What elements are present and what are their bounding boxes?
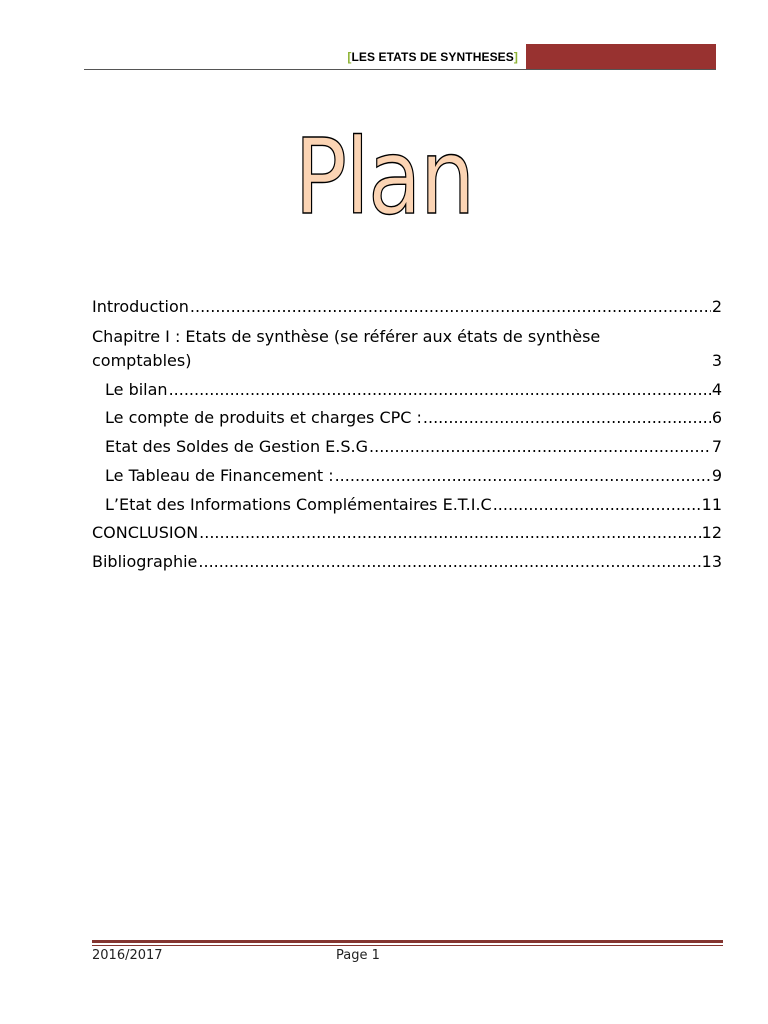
toc-entry-introduction[interactable] bbox=[92, 293, 722, 322]
toc-entry-financement[interactable] bbox=[92, 462, 722, 491]
toc-label: Le compte de produits et charges CPC : bbox=[105, 408, 422, 428]
table-of-contents bbox=[92, 293, 722, 577]
header-bracket-open: [ bbox=[347, 50, 352, 64]
toc-label: Le Tableau de Financement : bbox=[105, 465, 334, 485]
toc-label: Le bilan bbox=[105, 379, 168, 399]
toc-label: CONCLUSION bbox=[92, 523, 199, 543]
toc-page-number: 11 bbox=[701, 494, 722, 514]
page-header bbox=[84, 44, 716, 70]
toc-page-number: 2 bbox=[711, 297, 722, 316]
toc-label: Etat des Soldes de Gestion E.S.G bbox=[105, 437, 369, 457]
toc-page-number: 3 bbox=[711, 350, 722, 370]
toc-label: L’Etat des Informations Complémentaires E.T.I.C bbox=[105, 494, 492, 514]
footer-rule bbox=[92, 940, 723, 946]
toc-page-number: 7 bbox=[711, 437, 722, 457]
toc-page-number: 13 bbox=[701, 551, 722, 571]
toc-label: Introduction bbox=[92, 297, 189, 316]
toc-leader-dots bbox=[369, 433, 711, 462]
toc-entry-etic[interactable] bbox=[92, 491, 722, 520]
toc-page-number: 6 bbox=[711, 408, 722, 428]
header-bracket-close: ] bbox=[513, 50, 518, 64]
toc-entry-esg[interactable] bbox=[92, 433, 722, 462]
toc-entry-bilan[interactable] bbox=[92, 376, 722, 405]
toc-page-number: 9 bbox=[711, 465, 722, 485]
header-title-text: LES ETATS DE SYNTHESES bbox=[351, 50, 514, 64]
footer-page-number: Page 1 bbox=[336, 948, 380, 963]
toc-label-line1: Chapitre I : Etats de synthèse (se référer aux états de synthèse bbox=[92, 326, 601, 346]
toc-entry-cpc[interactable] bbox=[92, 404, 722, 433]
toc-page-number: 12 bbox=[701, 523, 722, 543]
toc-label: Bibliographie bbox=[92, 551, 198, 571]
toc-label-line2: comptables) bbox=[92, 350, 192, 370]
toc-page-number: 4 bbox=[711, 379, 722, 399]
header-title bbox=[347, 50, 518, 64]
toc-leader-dots bbox=[169, 376, 711, 405]
toc-leader-dots bbox=[190, 293, 711, 322]
toc-leader-dots bbox=[493, 491, 701, 520]
toc-entry-bibliographie[interactable] bbox=[92, 548, 722, 577]
plan-title: Plan bbox=[294, 116, 474, 238]
header-accent-bar bbox=[526, 44, 716, 70]
toc-entry-chapitre[interactable] bbox=[92, 322, 722, 376]
toc-leader-dots bbox=[335, 462, 711, 491]
header-rule bbox=[84, 69, 716, 70]
toc-leader-dots bbox=[199, 519, 700, 548]
toc-leader-dots bbox=[198, 548, 700, 577]
footer-year: 2016/2017 bbox=[92, 948, 163, 963]
toc-entry-conclusion[interactable] bbox=[92, 519, 722, 548]
toc-leader-dots bbox=[423, 404, 711, 433]
